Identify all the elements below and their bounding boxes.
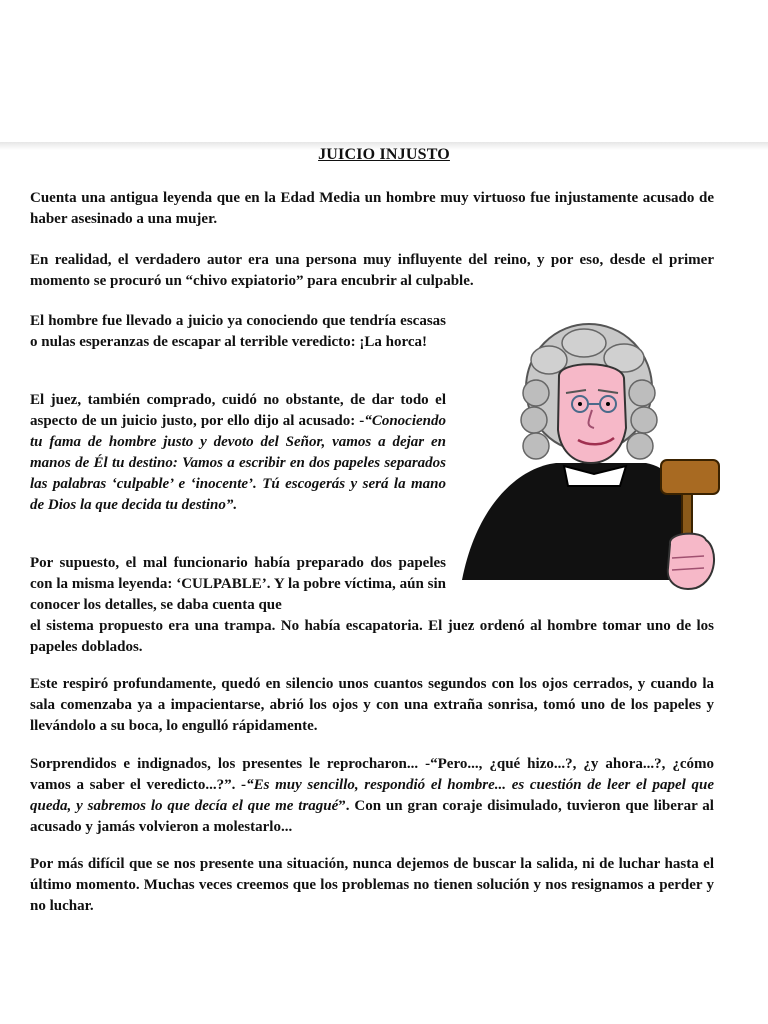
judge-with-gavel-illustration xyxy=(456,318,732,592)
paragraph-1: Cuenta una antigua leyenda que en la Edad Media un hombre muy virtuoso fue injustamente acusado de haber asesinado a una mujer. xyxy=(30,190,714,227)
blank-top-area xyxy=(0,0,768,142)
paragraph-5-end: el sistema propuesto era una trampa. No había escapatoria. El juez ordenó al hombre tomar uno de los papeles doblados. xyxy=(30,618,714,655)
paragraph-2: En realidad, el verdadero autor era una persona muy influyente del reino, y por eso, desde el primer momento se procuró un “chivo expiatorio” para encubrir al culpable. xyxy=(30,252,714,289)
paragraph-4-quote: “Conociendo tu fama de hombre justo y devoto del Señor, vamos a dejar en manos de Él tu destino: Vamos a escribir en dos papeles separados las palabras ‘culpable’ e ‘inocente’. Tú escogerás y será la mano de Dios la que decida tu destino”. xyxy=(30,413,446,513)
paragraph-7-text-b: ”. Con un gran coraje disimulado, tuvieron que liberar al acusado y jamás volvieron a molestarlo... xyxy=(30,798,714,835)
face xyxy=(558,364,626,463)
paragraph-7-text-a: Sorprendidos e indignados, los presentes le reprocharon... -“Pero..., ¿qué hizo...?, ¿y ahora...?, ¿cómo vamos a saber el veredicto...?”. - xyxy=(30,756,714,793)
page-title: JUICIO INJUSTO xyxy=(318,146,450,163)
paragraph-7-quote: “Es muy sencillo, respondió el hombre... es cuestión de leer el papel que queda, y sabremos lo que decía el que me tragué xyxy=(30,777,714,814)
paragraph-8: Por más difícil que se nos presente una situación, nunca dejemos de buscar la salida, ni de luchar hasta el último momento. Muchas veces creemos que los problemas no tienen solución y nos resignamos a perder y no luchar. xyxy=(30,856,714,914)
paragraph-5-start: Por supuesto, el mal funcionario había preparado dos papeles con la misma leyenda: ‘CULPABLE’. Y la pobre víctima, aún sin conocer los detalles, se daba cuenta que xyxy=(30,555,446,613)
paragraph-6: Este respiró profundamente, quedó en silencio unos cuantos segundos con los ojos cerrados, y cuando la sala comenzaba ya a impacientarse, abrió los ojos y con una extraña sonrisa, tomó uno de los papeles y llevándolo a su boca, lo engulló rápidamente. xyxy=(30,676,714,734)
paragraph-3: El hombre fue llevado a juicio ya conociendo que tendría escasas o nulas esperanzas de escapar al terrible veredicto: ¡La horca! xyxy=(30,313,446,350)
paragraph-4 xyxy=(30,390,446,516)
hand xyxy=(668,534,714,589)
paragraph-7 xyxy=(30,754,714,838)
paragraph-4-text: El juez, también comprado, cuidó no obstante, de dar todo el aspecto de un juicio justo, por ello dijo al acusado: - xyxy=(30,392,446,429)
